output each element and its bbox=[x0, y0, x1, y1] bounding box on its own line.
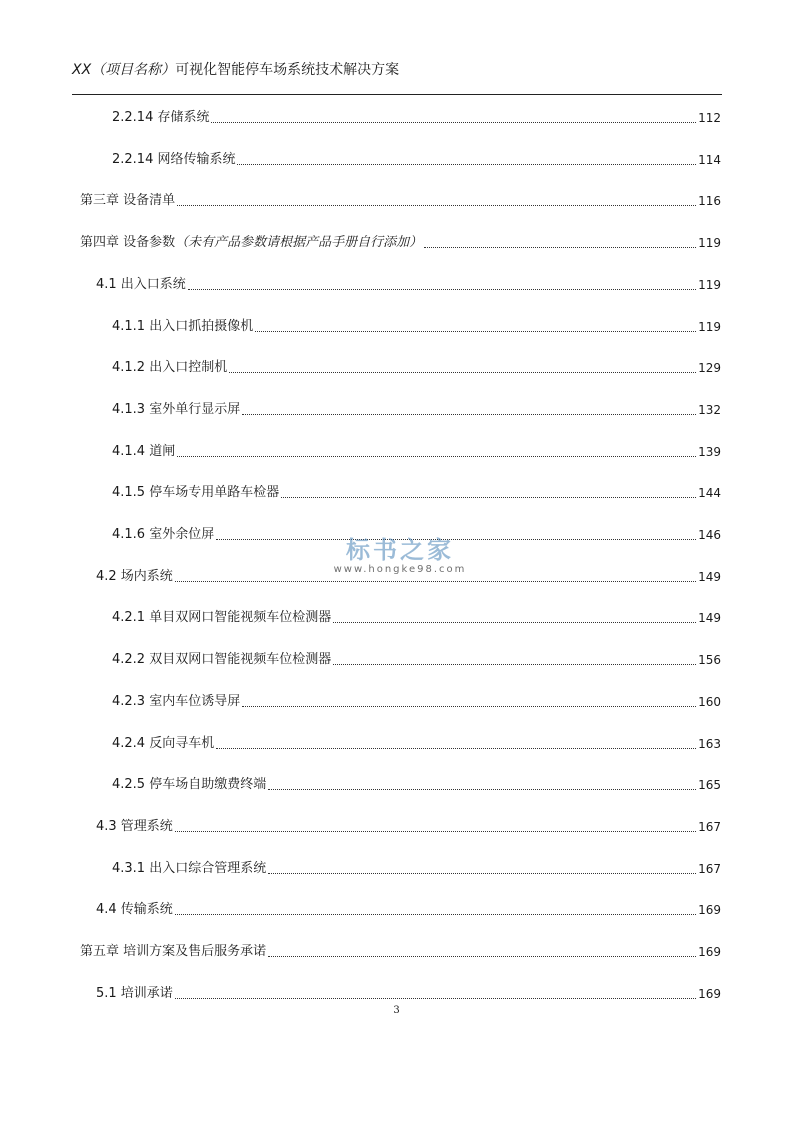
toc-entry-page-number: 139 bbox=[698, 445, 721, 459]
toc-entry-title-text: 4.2 场内系统 bbox=[96, 569, 173, 584]
toc-entry-title-text: 4.3 管理系统 bbox=[96, 819, 173, 834]
toc-entry-title-text: 4.1.3 室外单行显示屏 bbox=[112, 402, 241, 417]
toc-entry-title-text: 2.2.14 存储系统 bbox=[112, 110, 210, 125]
toc-entry-title bbox=[112, 151, 235, 169]
toc-entry[interactable] bbox=[112, 524, 721, 544]
toc-dot-leader bbox=[177, 455, 696, 457]
toc-dot-leader bbox=[188, 288, 696, 290]
toc-entry-title-text: 4.1 出入口系统 bbox=[96, 277, 186, 292]
toc-entry-title-text: 4.4 传输系统 bbox=[96, 902, 173, 917]
toc-entry-title bbox=[112, 526, 214, 544]
toc-entry-title-text: 4.2.5 停车场自助缴费终端 bbox=[112, 777, 267, 792]
toc-entry-title bbox=[112, 401, 240, 419]
toc-entry-page-number: 167 bbox=[698, 820, 721, 834]
toc-entry-title-text: 2.2.14 网络传输系统 bbox=[112, 152, 236, 167]
toc-entry[interactable] bbox=[112, 607, 721, 627]
toc-entry-title-text: 4.3.1 出入口综合管理系统 bbox=[112, 861, 267, 876]
toc-dot-leader bbox=[281, 496, 696, 498]
toc-entry-title-text: 第五章 培训方案及售后服务承诺 bbox=[80, 944, 267, 959]
header-divider bbox=[72, 94, 722, 95]
toc-dot-leader bbox=[175, 997, 696, 999]
toc-entry-title-text: 第三章 设备清单 bbox=[80, 193, 176, 208]
toc-entry[interactable] bbox=[96, 983, 721, 1003]
toc-entry[interactable] bbox=[112, 649, 721, 669]
toc-dot-leader bbox=[229, 371, 696, 373]
toc-entry-title-text: 5.1 培训承诺 bbox=[96, 986, 173, 1001]
toc-entry-title bbox=[112, 860, 266, 878]
toc-entry[interactable] bbox=[80, 941, 721, 961]
toc-dot-leader bbox=[268, 955, 696, 957]
toc-entry-title-text: 4.2.2 双目双网口智能视频车位检测器 bbox=[112, 652, 332, 667]
toc-entry-title-text: 4.1.5 停车场专用单路车检器 bbox=[112, 485, 280, 500]
toc-entry-page-number: 116 bbox=[698, 194, 721, 208]
toc-entry-title-text: 4.2.4 反向寻车机 bbox=[112, 736, 215, 751]
toc-dot-leader bbox=[211, 121, 696, 123]
page-number: 3 bbox=[393, 1005, 400, 1016]
toc-entry-page-number: 119 bbox=[698, 236, 721, 250]
toc-entry-title bbox=[96, 901, 173, 919]
toc-entry-title-text: 4.1.6 室外余位屏 bbox=[112, 527, 215, 542]
toc-dot-leader bbox=[177, 204, 696, 206]
toc-entry-title bbox=[112, 651, 331, 669]
toc-entry-title bbox=[112, 609, 331, 627]
toc-entry-title bbox=[112, 484, 279, 502]
toc-dot-leader bbox=[268, 872, 696, 874]
toc-entry-page-number: 144 bbox=[698, 486, 721, 500]
toc-dot-leader bbox=[242, 705, 696, 707]
toc-dot-leader bbox=[242, 413, 696, 415]
toc-entry-page-number: 119 bbox=[698, 320, 721, 334]
toc-entry-page-number: 112 bbox=[698, 111, 721, 125]
toc-entry-title bbox=[80, 192, 175, 210]
toc-entry-title-text: 4.1.1 出入口抓拍摄像机 bbox=[112, 319, 254, 334]
toc-entry-page-number: 114 bbox=[698, 153, 721, 167]
toc-entry-page-number: 129 bbox=[698, 361, 721, 375]
toc-entry[interactable] bbox=[112, 774, 721, 794]
toc-dot-leader bbox=[268, 788, 696, 790]
toc-entry-title bbox=[112, 359, 227, 377]
toc-dot-leader bbox=[255, 330, 696, 332]
toc-entry[interactable] bbox=[96, 816, 721, 836]
header-document-title: 可视化智能停车场系统技术解决方案 bbox=[175, 62, 400, 78]
toc-entry-page-number: 149 bbox=[698, 611, 721, 625]
toc-entry-title bbox=[80, 943, 266, 961]
toc-entry-page-number: 169 bbox=[698, 987, 721, 1001]
toc-dot-leader bbox=[424, 246, 696, 248]
toc-dot-leader bbox=[237, 163, 696, 165]
toc-entry-page-number: 146 bbox=[698, 528, 721, 542]
toc-entry-title bbox=[96, 818, 173, 836]
toc-entry[interactable] bbox=[80, 232, 721, 252]
toc-entry-page-number: 149 bbox=[698, 570, 721, 584]
toc-entry-page-number: 165 bbox=[698, 778, 721, 792]
toc-entry-title-text: 4.1.2 出入口控制机 bbox=[112, 360, 228, 375]
toc-entry[interactable] bbox=[96, 899, 721, 919]
toc-dot-leader bbox=[216, 747, 696, 749]
toc-entry-page-number: 156 bbox=[698, 653, 721, 667]
toc-entry[interactable] bbox=[96, 566, 721, 586]
toc-entry-page-number: 169 bbox=[698, 945, 721, 959]
watermark-logo: 标书之家 bbox=[346, 536, 454, 564]
toc-entry-title bbox=[112, 735, 214, 753]
toc-entry-page-number: 132 bbox=[698, 403, 721, 417]
toc-dot-leader bbox=[175, 913, 696, 915]
toc-entry-title bbox=[112, 693, 240, 711]
toc-entry-title bbox=[112, 109, 209, 127]
toc-entry[interactable] bbox=[112, 316, 721, 336]
toc-dot-leader bbox=[333, 663, 696, 665]
toc-entry-subtitle: （未有产品参数请根据产品手册自行添加） bbox=[175, 235, 423, 250]
toc-entry-title-text: 4.2.3 室内车位诱导屏 bbox=[112, 694, 241, 709]
toc-entry[interactable] bbox=[112, 482, 721, 502]
toc-entry-page-number: 119 bbox=[698, 278, 721, 292]
toc-entry-title bbox=[80, 234, 422, 252]
toc-entry[interactable] bbox=[112, 357, 721, 377]
toc-entry[interactable] bbox=[112, 399, 721, 419]
toc-entry[interactable] bbox=[112, 107, 721, 127]
toc-entry-title bbox=[96, 276, 186, 294]
toc-entry-page-number: 160 bbox=[698, 695, 721, 709]
toc-dot-leader bbox=[216, 538, 696, 540]
toc-entry[interactable] bbox=[80, 190, 721, 210]
watermark-url: www.hongke98.com bbox=[333, 564, 467, 575]
page-header bbox=[72, 60, 722, 80]
header-project-name: XX（项目名称） bbox=[72, 62, 176, 78]
toc-entry-title-text: 第四章 设备参数 bbox=[80, 235, 176, 250]
toc-entry[interactable] bbox=[96, 274, 721, 294]
toc-entry-page-number: 163 bbox=[698, 737, 721, 751]
toc-entry-title-text: 4.2.1 单目双网口智能视频车位检测器 bbox=[112, 610, 332, 625]
toc-dot-leader bbox=[175, 580, 696, 582]
toc-entry[interactable] bbox=[112, 858, 721, 878]
toc-dot-leader bbox=[175, 830, 696, 832]
toc-dot-leader bbox=[333, 621, 696, 623]
toc-entry-title bbox=[96, 985, 173, 1003]
toc-entry-title bbox=[96, 568, 173, 586]
toc-entry[interactable] bbox=[112, 733, 721, 753]
toc-entry-title bbox=[112, 318, 253, 336]
toc-entry[interactable] bbox=[112, 691, 721, 711]
toc-entry-title bbox=[112, 776, 266, 794]
toc-entry[interactable] bbox=[112, 149, 721, 169]
toc-entry[interactable] bbox=[112, 441, 721, 461]
toc-entry-page-number: 169 bbox=[698, 903, 721, 917]
toc-entry-title-text: 4.1.4 道闸 bbox=[112, 444, 176, 459]
toc-entry-page-number: 167 bbox=[698, 862, 721, 876]
toc-entry-title bbox=[112, 443, 175, 461]
